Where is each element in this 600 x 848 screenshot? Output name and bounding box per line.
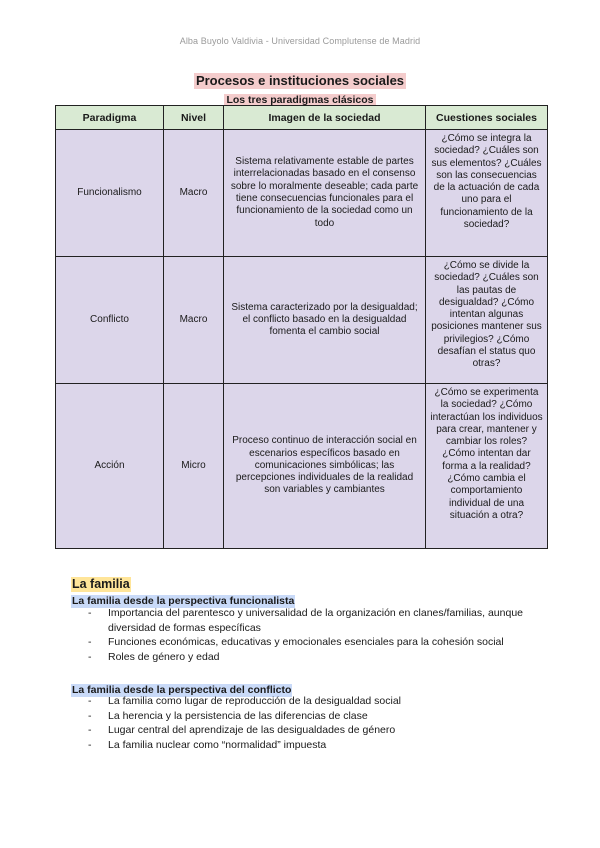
conflicto-heading: La familia desde la perspectiva del conflicto bbox=[72, 684, 292, 696]
cell-imagen: Sistema relativamente estable de partes interrelacionadas basado en el consenso sobre lo moralmente deseable; cada parte tiene consecuencias funcionales para el funcionamiento de la sociedad como un todo bbox=[224, 130, 426, 257]
list-item bbox=[88, 738, 548, 753]
header-paradigma: Paradigma bbox=[56, 106, 164, 130]
cell-nivel: Micro bbox=[164, 384, 224, 549]
cell-imagen: Sistema caracterizado por la desigualdad; el conflicto basado en la desigualdad fomenta el cambio social bbox=[224, 257, 426, 384]
list-item-text: Roles de género y edad bbox=[108, 650, 220, 663]
table-row bbox=[56, 384, 548, 549]
table-row bbox=[56, 130, 548, 257]
list-item-text: La familia como lugar de reproducción de la desigualdad social bbox=[108, 695, 402, 707]
conflicto-list bbox=[88, 694, 548, 752]
cell-cuestiones: ¿Cómo se divide la sociedad? ¿Cuáles son las pautas de desigualdad? ¿Cómo intentan algunas posiciones mantener sus privilegios? ¿Cómo desafían el status quo otras? bbox=[426, 257, 548, 384]
list-item bbox=[88, 709, 548, 724]
funcionalista-heading: La familia desde la perspectiva funcionalista bbox=[72, 595, 295, 607]
bullet-marker: - bbox=[88, 709, 92, 722]
list-item bbox=[88, 723, 548, 738]
bullet-marker: - bbox=[88, 607, 92, 619]
cell-paradigma: Acción bbox=[56, 384, 164, 549]
header-imagen: Imagen de la sociedad bbox=[224, 106, 426, 130]
title-container bbox=[0, 72, 600, 90]
cell-paradigma: Conflicto bbox=[56, 257, 164, 384]
cell-imagen: Proceso continuo de interacción social en escenarios específicos basado en comunicaciones simbólicas; las percepciones individuales de la realidad son variables y cambiantes bbox=[224, 384, 426, 549]
list-item-text: La herencia y la persistencia de las diferencias de clase bbox=[108, 709, 368, 722]
table-header-row bbox=[56, 106, 548, 130]
list-item-text: Lugar central del aprendizaje de las desigualdades de género bbox=[108, 724, 396, 737]
list-item bbox=[88, 635, 548, 650]
bullet-marker: - bbox=[88, 650, 92, 663]
familia-title: La familia bbox=[72, 577, 130, 591]
cell-nivel: Macro bbox=[164, 130, 224, 257]
bullet-marker: - bbox=[88, 724, 92, 737]
list-item bbox=[88, 694, 548, 709]
header-nivel: Nivel bbox=[164, 106, 224, 130]
list-item-text: Funciones económicas, educativas y emocionales esenciales para la cohesión social bbox=[108, 636, 504, 649]
funcionalista-list bbox=[88, 606, 548, 664]
header-cuestiones: Cuestiones sociales bbox=[426, 106, 548, 130]
list-item bbox=[88, 606, 548, 635]
cell-cuestiones: ¿Cómo se experimenta la sociedad? ¿Cómo interactúan los individuos para crear, mantener y cambiar los roles? ¿Cómo intentan dar forma a la realidad? ¿Cómo cambia el comportamiento individual de una situación a otra? bbox=[426, 384, 548, 549]
cell-cuestiones: ¿Cómo se integra la sociedad? ¿Cuáles son sus elementos? ¿Cuáles son las consecuencias de la actuación de cada uno para el funcionamiento de la sociedad? bbox=[426, 130, 548, 257]
list-item bbox=[88, 650, 548, 665]
table-row bbox=[56, 257, 548, 384]
cell-nivel: Macro bbox=[164, 257, 224, 384]
paradigms-table bbox=[55, 105, 548, 549]
bullet-marker: - bbox=[88, 636, 92, 649]
page-header: Alba Buyolo Valdivia - Universidad Complutense de Madrid bbox=[179, 36, 421, 46]
list-item-text: La familia nuclear como “normalidad” impuesta bbox=[108, 738, 327, 751]
document-title: Procesos e instituciones sociales bbox=[195, 73, 405, 88]
bullet-marker: - bbox=[88, 695, 92, 707]
document-subtitle: Los tres paradigmas clásicos bbox=[226, 94, 374, 106]
cell-paradigma: Funcionalismo bbox=[56, 130, 164, 257]
bullet-marker: - bbox=[88, 738, 92, 751]
list-item-text: Importancia del parentesco y universalidad de la organización en clanes/familias, aunque diversidad de formas específicas bbox=[108, 607, 524, 634]
